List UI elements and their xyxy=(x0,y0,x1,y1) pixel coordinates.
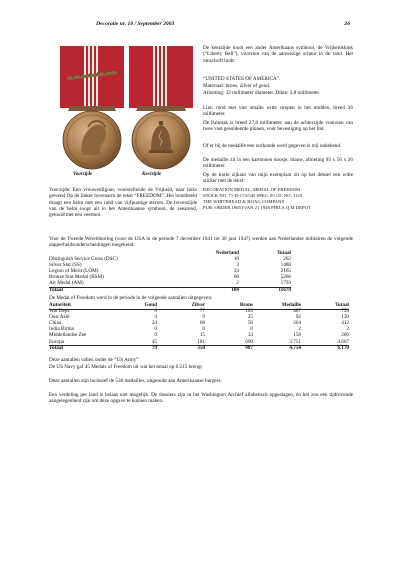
table-cell: India Birma xyxy=(49,326,74,333)
sticker-line-2: STOCK NO. 71-D-174-545 SPEC. P.O.D. NO. 1123 xyxy=(203,193,303,198)
table-cell: 262 xyxy=(283,256,291,263)
certificate-note: Of er bij de medaille een oorkonde werd gegeven is mij onbekend. xyxy=(203,143,342,149)
caption-back: Keerzijde xyxy=(142,172,162,177)
table-cell: 15 xyxy=(199,332,205,339)
column-header: Nederland xyxy=(215,250,239,256)
obverse-description: Voorzijde: Een vrouwenfiguur, voorstellende de Vrijheid, naar links gewend Op de linker bovenarm de tekst “FREEDOM”. Het borstbeeld draagt een helm met een rand van vijfpuntige sterren. De bovenzijde van de helm loopt uit in het Amerikaanse symbool, de zeearend, getooid met een veertooi. xyxy=(49,187,197,219)
sticker-line-1: DECORATION MEDAL, MEDAL OF FREEDOM xyxy=(203,187,301,192)
table-cell: 0 xyxy=(154,332,157,339)
table-cell: Totaal xyxy=(49,286,63,293)
table-cell: 6 xyxy=(154,308,157,315)
table-cell: 92 xyxy=(295,314,301,321)
table-cell: 0 xyxy=(202,326,205,333)
army-note: Deze aantallen vallen onder de “US Army” xyxy=(49,357,139,363)
caption-front: Voorzijde xyxy=(73,172,93,177)
sticker-line-4: PUR. ORDER 1965T-JAN 21 1946 PHILA Q M DEPOT xyxy=(203,205,311,210)
page-number: 26 xyxy=(344,21,350,27)
freedom-intro: De Medal of Freedom werd in de periode in de volgende aantallen uitgegeven: xyxy=(49,295,213,301)
table-cell: 77 xyxy=(199,308,205,315)
column-header: Autoriteit xyxy=(49,302,71,308)
table-cell: 181 xyxy=(197,338,205,345)
table-cell: 24 xyxy=(151,320,157,327)
column-header: Goud xyxy=(144,302,157,308)
table-cell: 350 xyxy=(197,344,205,351)
table-cell: 33 xyxy=(233,268,239,275)
table-cell: 66 xyxy=(233,274,239,281)
inscription: “UNITED STATES OF AMERICA”. xyxy=(203,76,281,82)
sticker-intro: Op de korte zijkant van mijn exemplaar zit op het deksel een witte sticker met de tekst: xyxy=(203,172,353,185)
table-cell: 4 xyxy=(154,314,157,321)
table-cell: 104 xyxy=(231,286,239,293)
back-medal xyxy=(132,111,190,169)
front-medal xyxy=(63,111,121,169)
table-cell: 183 xyxy=(245,308,253,315)
table-cell: Bronze Star Medal (BSM) xyxy=(49,274,104,281)
table-cell: 2165 xyxy=(280,268,291,275)
table-cell: 56 xyxy=(247,320,253,327)
table-cell: 6.170 xyxy=(337,344,349,351)
material: Materiaal: brons, zilver of goud. xyxy=(203,83,271,89)
table-cell: 11678 xyxy=(278,286,291,293)
intro-paragraph: Voor de Tweede Wereldoorlog (voor de USA in de periode 7 december 1941 tot 30 juni 1947) werden aan Nederlandse militairen de volgende dapperheidsonderscheidingen toegekend: xyxy=(49,236,353,249)
table-cell: 1793 xyxy=(280,280,291,287)
table-header-divider xyxy=(49,309,349,310)
table-cell: Distinguish Service Cross (DSC) xyxy=(49,256,118,263)
table-divider xyxy=(49,287,291,288)
medal-illustration xyxy=(58,43,195,173)
table-cell: 264 xyxy=(293,320,301,327)
journal-title: Decoratie nr. 10 / September 2003 xyxy=(96,21,175,27)
navy-note: De US Navy gaf 45 Medals of Freedom uit wat het totaal op 6.215 brengt xyxy=(49,364,202,370)
table-cell: 3.751 xyxy=(289,338,301,345)
table-cell: 10 xyxy=(233,256,239,263)
table-cell: 487 xyxy=(293,308,301,315)
table-cell: Silver Star (SS) xyxy=(49,262,82,269)
palm-description: De Palmtak is breed 27,8 millimeter, aan de achterzijde voorzien van twee vast gesoldeerde pinnen, voor bevestiging op het lint. xyxy=(203,120,353,133)
table-cell: Oost Azië xyxy=(49,314,70,321)
table-cell: 3 xyxy=(236,262,239,269)
page-header xyxy=(96,21,350,31)
table-cell: 5266 xyxy=(280,274,291,281)
box-description: De medaille zit in een kartonnen doosje, blauw, afmeting 93 x 56 x 26 millimeter. xyxy=(203,157,353,170)
table-cell: 4.667 xyxy=(337,338,349,345)
table-cell: 130 xyxy=(341,314,349,321)
table-cell: Totaal xyxy=(49,344,63,351)
table-cell: 79 xyxy=(151,344,157,351)
table-cell: 68 xyxy=(199,320,205,327)
table-cell: 33 xyxy=(247,332,253,339)
reverse-description: De keerzijde toont een ander Amerikaans symbool, de Vrijheidsklok (“Liberty Bell”), voorzien van de aanwezige scheur in de rand. Het omschrift luidt: xyxy=(203,45,353,64)
table-cell: 25 xyxy=(247,314,253,321)
table-cell: 206 xyxy=(341,332,349,339)
table-cell: 0 xyxy=(154,326,157,333)
back-ribbon xyxy=(129,46,193,111)
table-cell: 2 xyxy=(236,280,239,287)
table-cell: 158 xyxy=(293,332,301,339)
civilians-note: Deze aantallen zijn inclusief de 536 medailles, uitgereikt aan Amerikaanse burgers. xyxy=(49,378,222,384)
table-cell: 753 xyxy=(341,308,349,315)
table-cell: China xyxy=(49,320,62,327)
ribbon-description: Lint: rood met vier smalle witte strepen in het midden, breed 36 millimeter. xyxy=(203,105,353,118)
table-cell: 4.754 xyxy=(289,344,301,351)
column-header: Totaal xyxy=(277,250,291,256)
table-cell: 2 xyxy=(346,326,349,333)
column-header: Totaal xyxy=(335,302,349,308)
table-total-divider xyxy=(49,345,349,346)
table-cell: 412 xyxy=(341,320,349,327)
table-cell: Air Medal (AM) xyxy=(49,280,84,287)
table-cell: Legion of Merit (LOM) xyxy=(49,268,99,275)
sticker-line-3: THE WHITEHEAD & HOAG COMPANY xyxy=(203,199,285,204)
table-cell: Middellandse Zee xyxy=(49,332,87,339)
archive-note: Een verdeling per land is helaas niet mogelijk. De dossiers zijn in het Washington Archief alfabetisch opgeslagen, en het zou een tijdrovende aangelegenheid zijn om deze opgave te kunnen maken. xyxy=(49,392,353,405)
table-cell: 987 xyxy=(245,344,253,351)
table-cell: 2 xyxy=(298,326,301,333)
column-header: Medaille xyxy=(281,302,301,308)
table-cell: 9 xyxy=(202,314,205,321)
table-cell: Europa xyxy=(49,338,64,345)
dimensions: Afmeting: 32 millimeter diameter. Dikte: 3,8 millimeter. xyxy=(203,90,321,96)
table-cell: War Dept. xyxy=(49,308,71,315)
front-ribbon xyxy=(60,46,124,111)
table-cell: 45 xyxy=(151,338,157,345)
table-cell: 1488 xyxy=(280,262,291,269)
table-cell: 690 xyxy=(245,338,253,345)
medal-photo xyxy=(58,43,195,173)
column-header: Brons xyxy=(239,302,253,308)
column-header: Zilver xyxy=(191,302,205,308)
table-cell: 0 xyxy=(250,326,253,333)
